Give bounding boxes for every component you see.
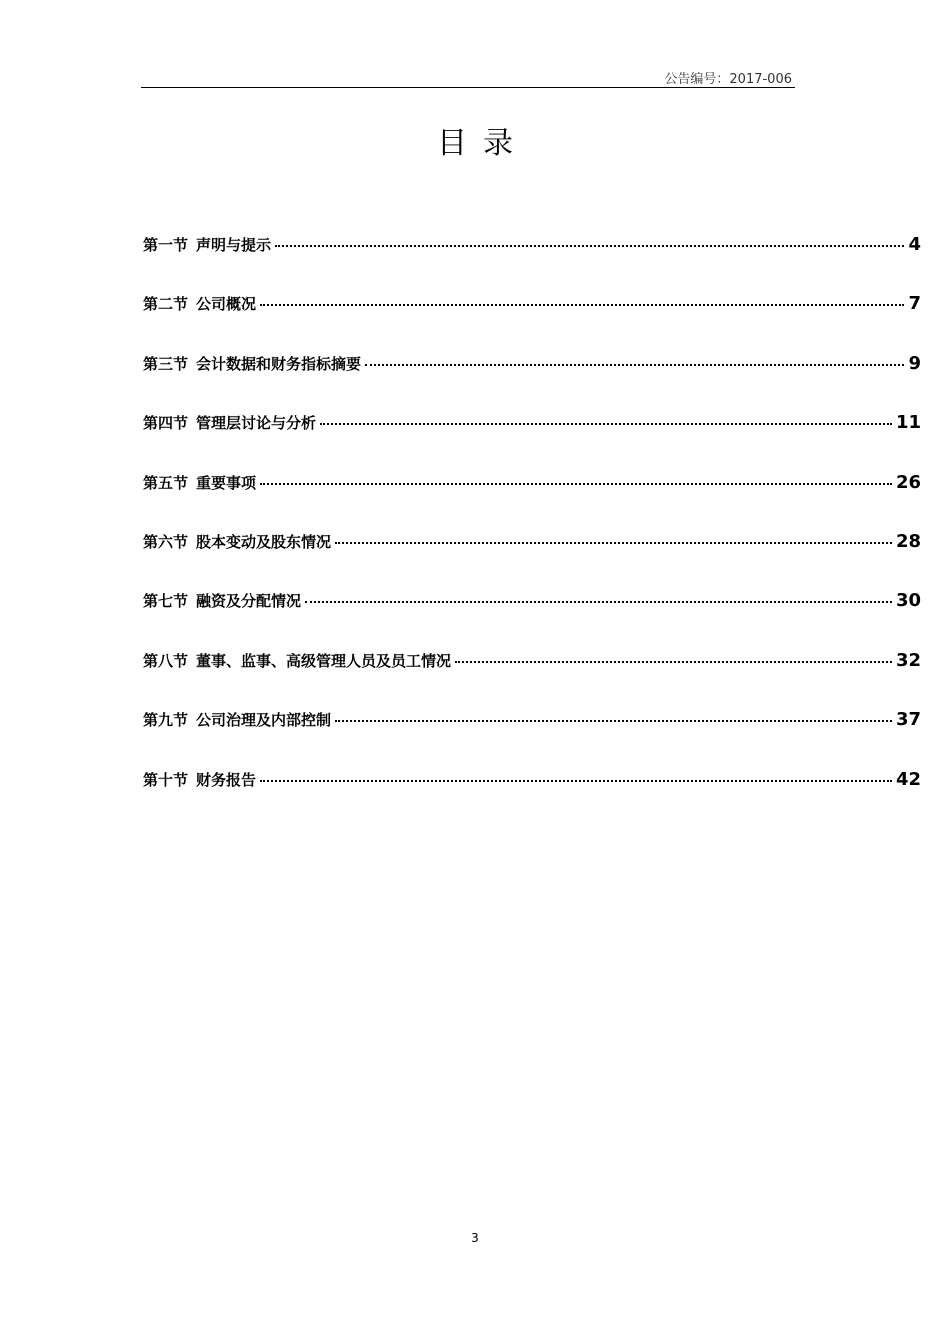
toc-section-number: 第二节	[143, 295, 189, 314]
toc-section-number: 第三节	[143, 354, 189, 373]
toc-section-number: 第五节	[143, 473, 189, 492]
toc-entry-10[interactable]	[143, 769, 921, 828]
page-number: 3	[471, 1231, 479, 1245]
toc-leader-dots	[275, 245, 904, 247]
toc-section-title: 融资及分配情况	[196, 592, 302, 611]
toc-entry-1[interactable]	[143, 234, 921, 293]
toc-page-number: 30	[895, 590, 921, 612]
toc-title: 目录	[437, 126, 529, 161]
toc-leader-dots	[320, 423, 892, 425]
toc-leader-dots	[260, 483, 892, 485]
toc-entry-7[interactable]	[143, 590, 921, 649]
toc-section-number: 第七节	[143, 592, 189, 611]
toc-section-number: 第六节	[143, 532, 189, 551]
toc-entry-label	[143, 353, 361, 374]
toc-section-title: 股本变动及股东情况	[196, 532, 332, 551]
toc-page-number: 7	[908, 293, 921, 315]
toc-section-title: 公司概况	[196, 295, 257, 314]
toc-section-title: 财务报告	[196, 770, 257, 789]
toc-page-number: 37	[895, 709, 921, 731]
toc-entry-label	[143, 650, 451, 671]
toc-leader-dots	[260, 304, 904, 306]
toc-entry-6[interactable]	[143, 531, 921, 590]
toc-entry-label	[143, 590, 301, 611]
toc-section-number: 第八节	[143, 651, 189, 670]
toc-leader-dots	[335, 542, 892, 544]
toc-leader-dots	[260, 780, 892, 782]
toc-page-number: 32	[895, 649, 921, 671]
toc-entry-5[interactable]	[143, 472, 921, 531]
toc-entry-label	[143, 412, 316, 433]
toc-page-number: 11	[895, 412, 921, 434]
toc-page-number: 28	[895, 530, 921, 552]
toc-page-number: 4	[908, 234, 921, 255]
table-of-contents	[143, 234, 921, 828]
toc-entry-label	[143, 709, 331, 730]
toc-section-title: 重要事项	[196, 473, 257, 492]
header-divider	[141, 87, 795, 88]
toc-leader-dots	[305, 601, 892, 603]
toc-entry-8[interactable]	[143, 650, 921, 709]
toc-entry-label	[143, 234, 271, 255]
toc-entry-9[interactable]	[143, 709, 921, 768]
toc-section-number: 第十节	[143, 770, 189, 789]
toc-entry-4[interactable]	[143, 412, 921, 471]
toc-section-number: 第四节	[143, 414, 189, 433]
toc-page-number: 42	[895, 768, 921, 790]
toc-entry-label	[143, 769, 256, 790]
toc-section-title: 董事、监事、高级管理人员及员工情况	[196, 651, 452, 670]
toc-page-number: 9	[908, 352, 921, 374]
toc-entry-2[interactable]	[143, 293, 921, 352]
toc-page-number: 26	[895, 471, 921, 493]
toc-entry-3[interactable]	[143, 353, 921, 412]
announcement-number: 公告编号：2017-006	[664, 72, 792, 87]
toc-entry-label	[143, 293, 256, 314]
toc-section-title: 管理层讨论与分析	[196, 414, 317, 433]
toc-section-title: 声明与提示	[196, 236, 272, 254]
toc-section-title: 公司治理及内部控制	[196, 711, 332, 730]
toc-leader-dots	[455, 661, 892, 663]
toc-section-number: 第九节	[143, 711, 189, 730]
toc-entry-label	[143, 531, 331, 552]
toc-entry-label	[143, 472, 256, 493]
toc-leader-dots	[365, 364, 904, 366]
toc-section-title: 会计数据和财务指标摘要	[196, 354, 362, 373]
toc-leader-dots	[335, 720, 892, 722]
toc-section-number: 第一节	[143, 236, 189, 254]
